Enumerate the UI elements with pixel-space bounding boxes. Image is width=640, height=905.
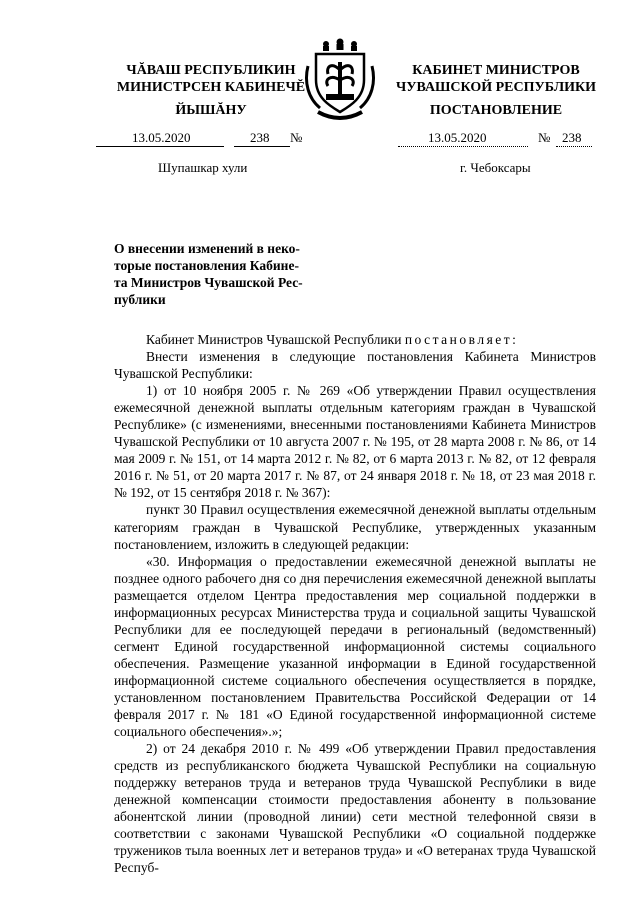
header-right-date-underline [398, 146, 528, 147]
header-right-line1: КАБИНЕТ МИНИСТРОВ [412, 63, 580, 78]
header-right-org [386, 62, 606, 96]
header-left-city: Шупашкар хули [158, 160, 248, 175]
document-body [114, 331, 596, 877]
intro-name: Кабинет Министров Чувашской Республики [146, 332, 405, 347]
intro-paragraph [114, 331, 596, 348]
chuvashia-coat-of-arms-icon [302, 36, 378, 122]
title-line: О внесении изменений в неко- [114, 241, 300, 256]
header-left-number-underline [234, 146, 290, 147]
paragraph-3: пункт 30 Правил осуществления ежемесячной денежной выплаты отдельным категориям граждан в Чувашской Республике, утвержденных указанным постановлением, изложить в следующей редакции: [114, 502, 596, 552]
header-left-org [96, 62, 326, 96]
header-right-number: 238 [562, 130, 582, 145]
document-title [114, 240, 324, 308]
header-right-number-sign: № [538, 130, 551, 145]
intro-verb: постановляет: [404, 332, 519, 347]
header-left-doc-type: ЙЫШĂНУ [175, 103, 247, 118]
header-right-date: 13.05.2020 [428, 130, 487, 145]
header-left-date: 13.05.2020 [132, 130, 191, 145]
header-left-number: 238 [250, 130, 270, 145]
header-right-doc-type: ПОСТАНОВЛЕНИЕ [429, 103, 563, 118]
title-line: торые постановления Кабине- [114, 258, 299, 273]
header-left-line2: МИНИСТРСЕН КАБИНЕЧĔ [116, 80, 306, 95]
title-line: та Министров Чувашской Рес- [114, 275, 303, 290]
title-line: публики [114, 292, 166, 307]
header-right-number-underline [556, 146, 592, 147]
header-left-date-underline [96, 146, 224, 147]
paragraph-2: 1) от 10 ноября 2005 г. № 269 «Об утверждении Правил осуществления ежемесячной денежной выплаты отдельным категориям граждан в Чувашской Республике» (с изменениями, внесенными постановлениями Кабинета Министров Чувашской Республики от 10 августа 2007 г. № 195, от 28 марта 2008 г. № 86, от 14 мая 2009 г. № 151, от 14 марта 2012 г. № 82, от 6 марта 2013 г. № 82, от 12 февраля 2016 г. № 51, от 20 марта 2017 г. № 87, от 24 января 2018 г. № 18, от 23 мая 2018 г. № 192, от 15 сентября 2018 г. № 367): [114, 383, 596, 501]
header-left-line1: ЧĂВАШ РЕСПУБЛИКИН [126, 63, 296, 78]
header-left-number-sign: № [290, 130, 303, 145]
header-right-city: г. Чебоксары [460, 160, 531, 175]
paragraph-1: Внести изменения в следующие постановления Кабинета Министров Чувашской Республики: [114, 349, 596, 382]
paragraph-5: 2) от 24 декабря 2010 г. № 499 «Об утверждении Правил предоставления средств из республиканского бюджета Чувашской Республики на социальную поддержку ветеранов труда и ветеранов труда Чувашской Республики в виде денежной компенсации стоимости предоставления абоненту в пользование абонентской линии (проводной линии) сети местной телефонной связи в соответствии с законами Чувашской Республики «О социальной поддержке тружеников тыла военных лет и ветеранов труда» и «О ветеранах труда Чувашской Респуб- [114, 741, 596, 876]
header-right-line2: ЧУВАШСКОЙ РЕСПУБЛИКИ [395, 80, 597, 95]
paragraph-4: «30. Информация о предоставлении ежемесячной денежной выплаты не позднее одного рабочего дня со дня перечисления ежемесячной денежной выплаты размещается отделом Центра предоставления мер социальной поддержки в информационных ресурсах Министерства труда и социальной защиты Чувашской Республики для ее последующей передачи в региональный (ведомственный) сегмент Единой государственной информационной системы социального обеспечения. Размещение указанной информации в Единой государственной информационной системе социального обеспечения осуществляется в порядке, установленном постановлением Правительства Российской Федерации от 14 февраля 2017 г. № 181 «О Единой государственной информационной системе социального обеспечения».»; [114, 553, 596, 740]
